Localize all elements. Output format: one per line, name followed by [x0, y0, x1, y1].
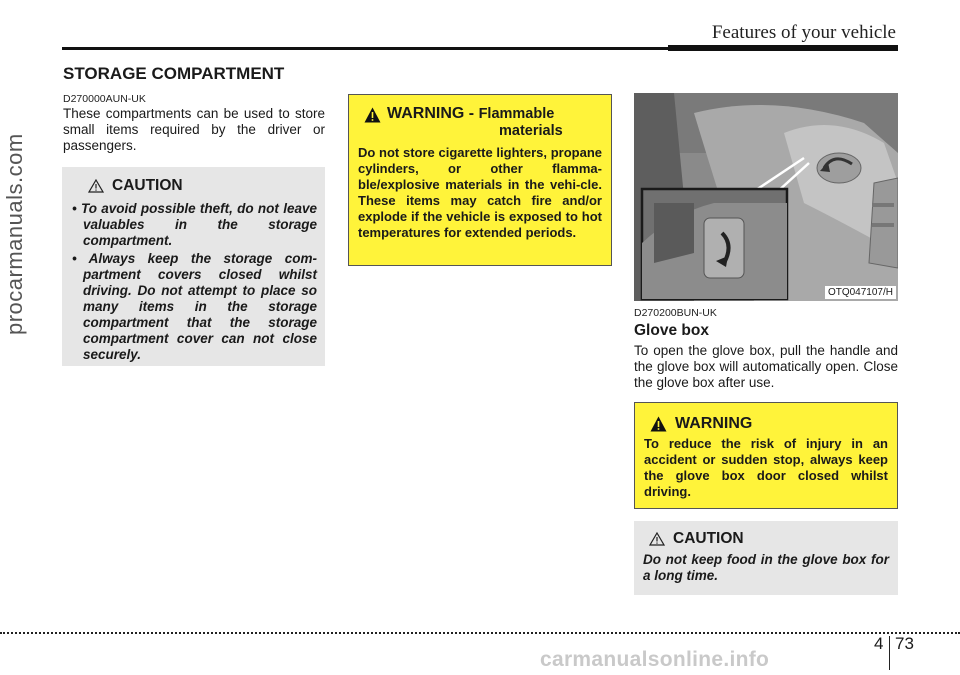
page-divider: [889, 636, 890, 670]
warning-header: [364, 105, 602, 139]
warning-subtitle-1: Flammable: [478, 106, 555, 122]
header-rule-accent: [668, 45, 898, 51]
running-header: Features of your vehicle: [711, 22, 896, 43]
intro-paragraph: These compartments can be used to store small items required by the driver or passengers.: [63, 106, 325, 153]
warning-triangle-icon: [364, 107, 381, 123]
caution-header: [88, 177, 317, 195]
caution-text: Do not keep food in the glove box for a long time.: [643, 552, 889, 583]
caution-item: • Always keep the storage com-partment covers closed whilst driving. Do not attempt to place so many items in the storage compartment that the storage compartment cover can not close securely.: [72, 251, 317, 363]
warning-subtitle-2: materials: [499, 123, 563, 139]
caution-title: CAUTION: [112, 177, 183, 194]
warning-text: Do not store cigarette lighters, propane cylinders, or other flamma-ble/explosive materials in the vehi-cle. These items may catch fire and/or explode if the vehicle is exposed to hot temperatures for extended periods.: [358, 145, 602, 240]
glove-box-illustration: [634, 93, 898, 301]
caution-item: • To avoid possible theft, do not leave valuables in the storage compartment.: [72, 201, 317, 249]
page-number: 73: [895, 634, 914, 653]
caution-title: CAUTION: [673, 530, 744, 547]
warning-triangle-icon: [650, 416, 667, 432]
section-title: STORAGE COMPARTMENT: [63, 64, 285, 83]
glove-box-warning-box: [634, 402, 898, 509]
side-watermark: procarmanuals.com: [2, 133, 27, 335]
warning-title: WARNING: [675, 415, 753, 432]
warning-text: To reduce the risk of injury in an accident or sudden stop, always keep the glove box door closed whilst driving.: [644, 436, 888, 499]
glove-box-caution-box: [634, 521, 898, 595]
warning-title: WARNING -: [387, 105, 475, 122]
warning-header: [650, 415, 888, 433]
caution-triangle-icon: [88, 179, 104, 193]
glove-box-photo: [634, 93, 898, 301]
caution-list: [72, 201, 317, 363]
footer-rule: [0, 632, 960, 634]
subsection-title: Glove box: [634, 322, 709, 339]
caution-triangle-icon: [649, 532, 665, 546]
flammable-warning-box: [348, 94, 612, 266]
caution-header: [649, 530, 889, 548]
ref-code: D270200BUN-UK: [634, 307, 717, 319]
caution-box: [62, 167, 325, 366]
glove-box-paragraph: To open the glove box, pull the handle and the glove box will automatically open. Close the glove box after use.: [634, 343, 898, 390]
chapter-number: 4: [874, 634, 884, 653]
ref-code: D270000AUN-UK: [63, 93, 146, 105]
photo-label: OTQ047107/H: [825, 286, 896, 299]
bottom-watermark: carmanualsonline.info: [540, 648, 770, 671]
